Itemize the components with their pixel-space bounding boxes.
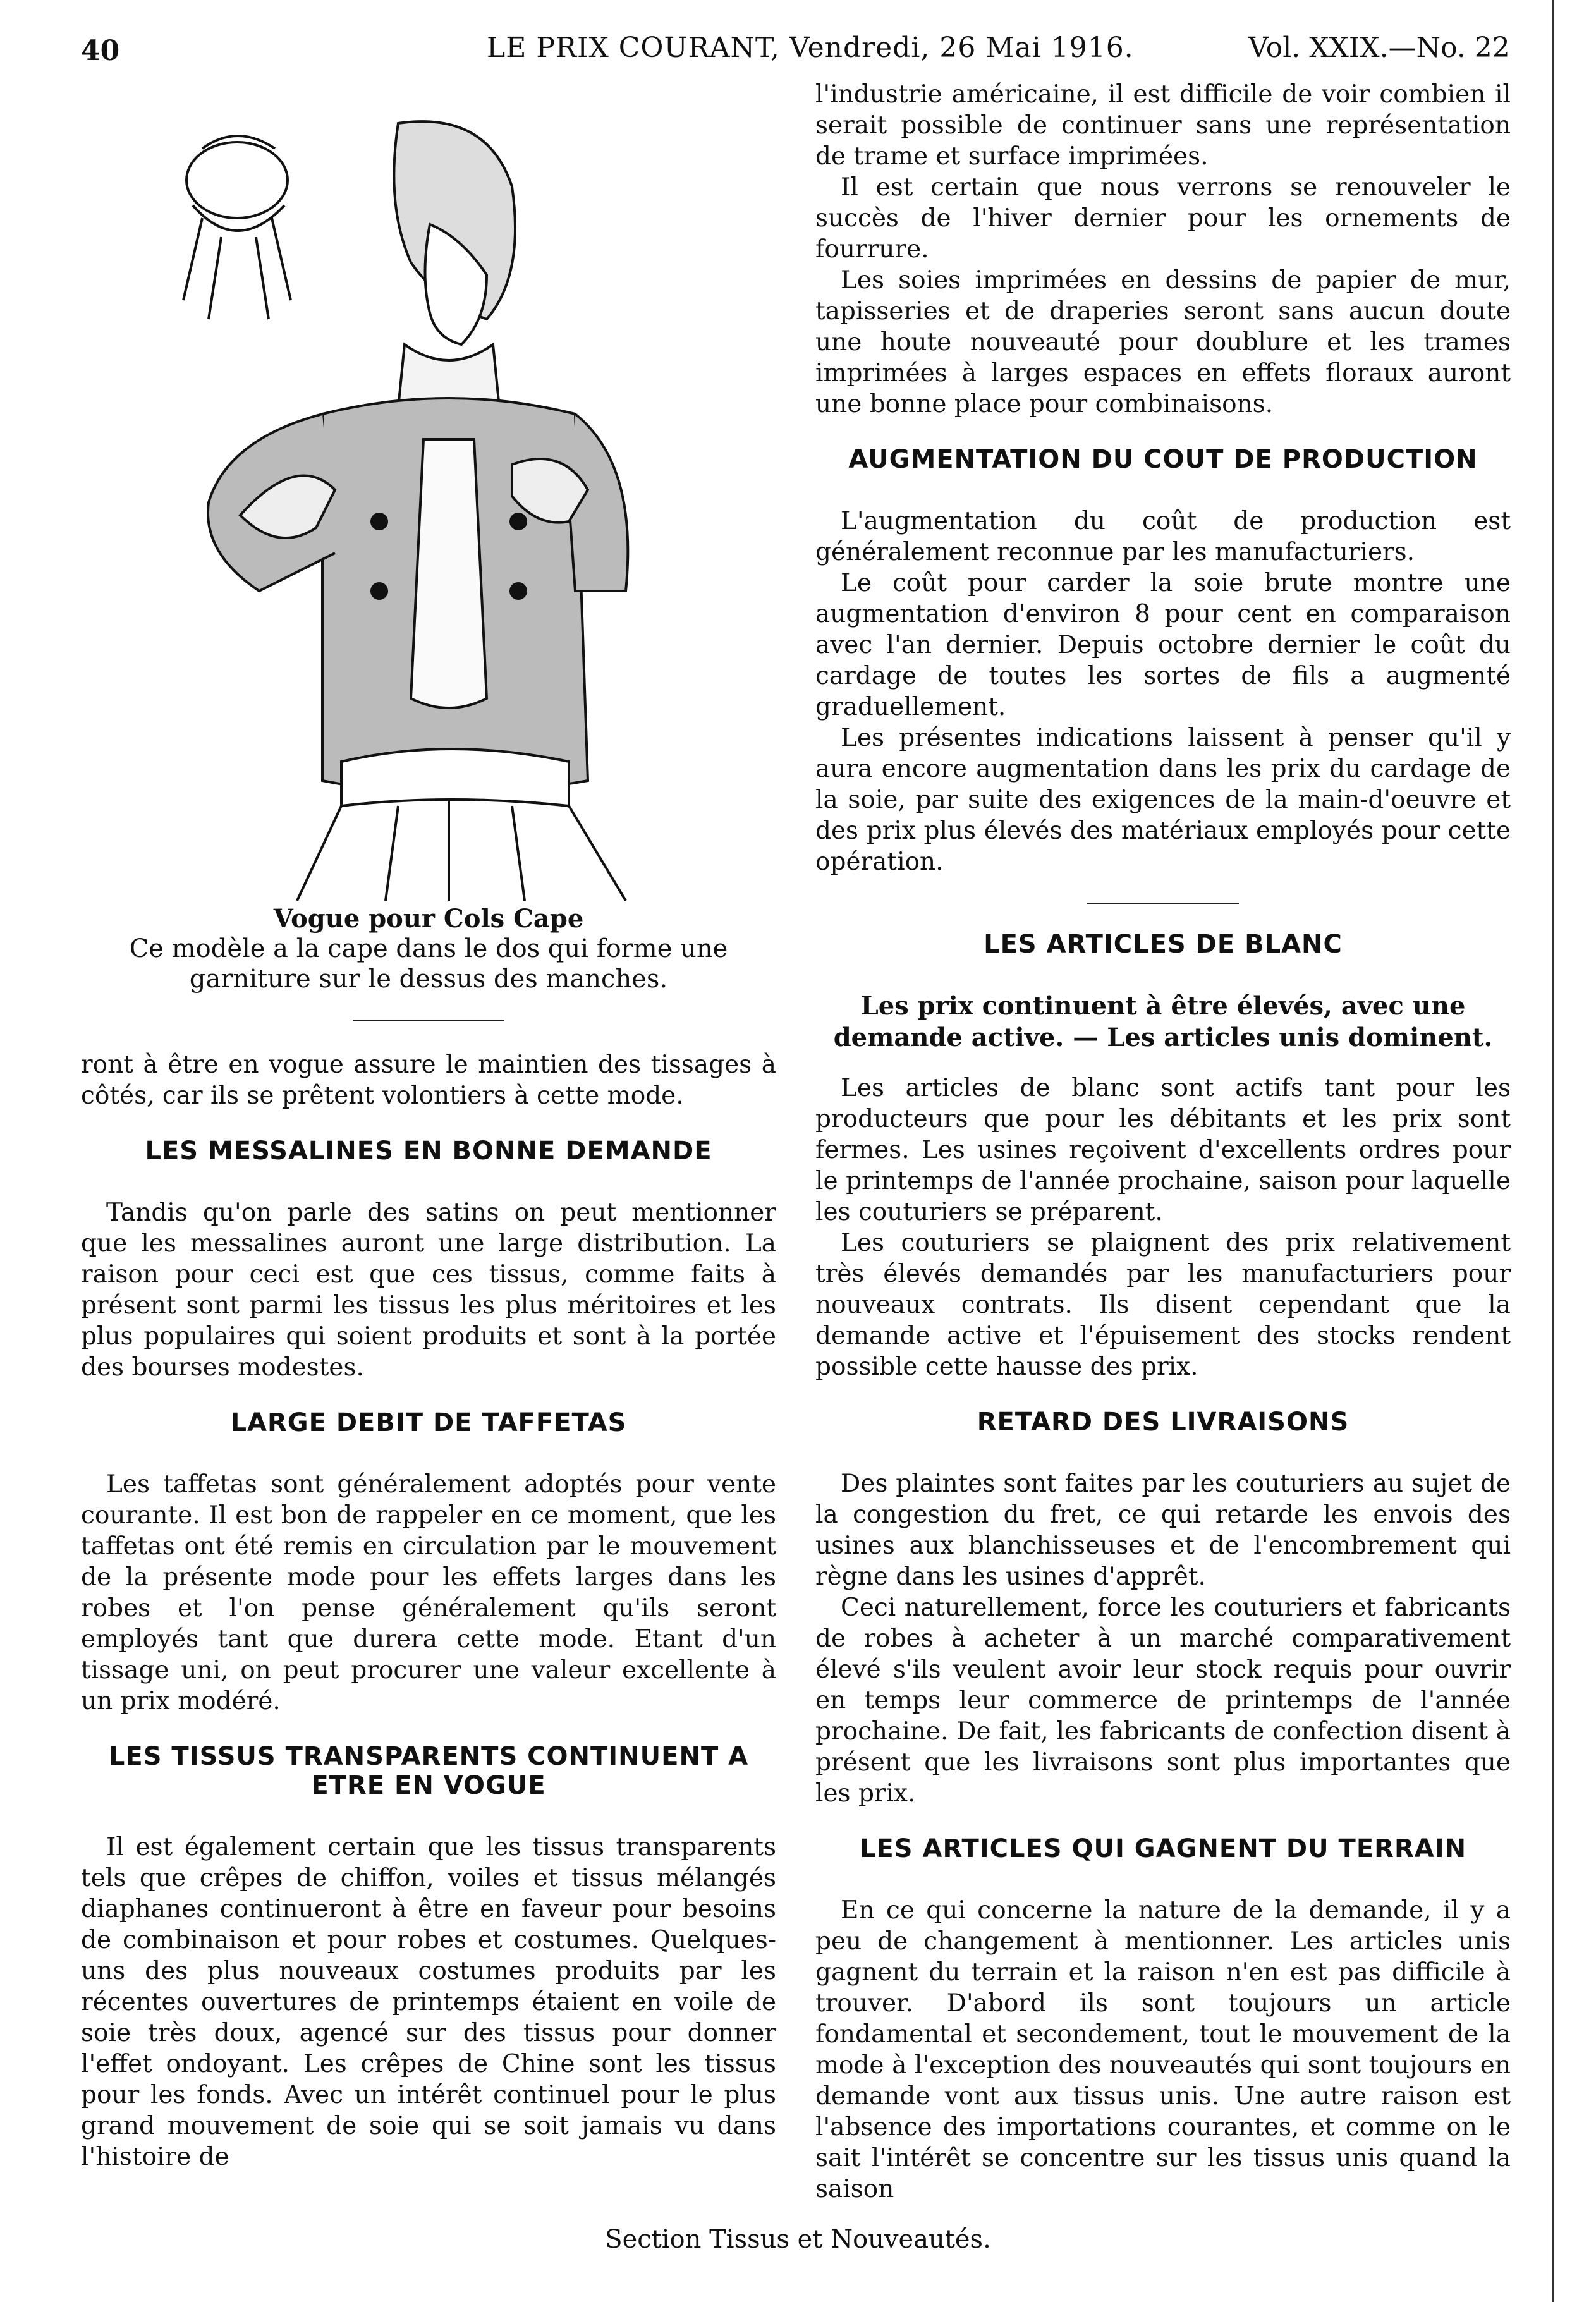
subheading-articles-blanc: Les prix continuent à être élevés, avec une demande active. — Les articles unis dominent. — [833, 991, 1493, 1052]
figure-caption-block — [81, 904, 776, 1047]
paragraph-taffetas-1: Les taffetas sont généralement adoptés pour vente courante. Il est bon de rappeler en ce moment, que les taffetas ont été remis en circulation par le mouvement de la présente mode pour les effets larges dans les robes et l'on pense généralement qu'ils seront employés tant que durera cette mode. Etant d'un tissage uni, on peut procurer une valeur excellente à un prix modéré. — [81, 1470, 776, 1715]
paragraph-cout-1: L'augmentation du coût de production est généralement reconnue par les manufacturiers. — [815, 507, 1511, 566]
page-footer: Section Tissus et Nouveautés. — [605, 2225, 991, 2254]
paragraph-blanc-2: Les couturiers se plaignent des prix relativement très élevés demandés par les manufacturiers pour nouveaux contrats. Ils disent cependant que la demande active et l'épuisement des stocks rendent possible cette hausse des prix. — [815, 1229, 1511, 1381]
fashion-illustration — [133, 111, 657, 901]
paragraph-messalines-1: Tandis qu'on parle des satins on peut mentionner que les messalines auront une large distribution. La raison pour ceci est que ces tissus, comme faits à présent sont parmi les tissus les plus méritoires et les plus populaires qui soient produits et sont à la portée des bourses modestes. — [81, 1198, 776, 1382]
heading-taffetas: LARGE DEBIT DE TAFFETAS — [230, 1408, 627, 1437]
paragraph-cout-2: Le coût pour carder la soie brute montre une augmentation d'environ 8 pour cent en comparaison avec l'an dernier. Depuis octobre dernier le coût du cardage de toutes les sortes de fils a augmenté graduellement. — [815, 569, 1511, 721]
caption-text: Ce modèle a la cape dans le dos qui forme une garniture sur le dessus des manches. — [129, 934, 728, 994]
margin-line — [1552, 0, 1554, 2302]
caption-title: Vogue pour Cols Cape — [273, 904, 584, 934]
page-header — [0, 0, 1596, 76]
continued-paragraph-3: Les soies imprimées en dessins de papier de mur, tapisseries et de draperies seront sans aucun doute une houte nouveauté pour doublure et les trames imprimées à larges espaces en effets floraux auront une bonne place pour combinaisons. — [815, 266, 1511, 418]
heading-transparents: LES TISSUS TRANSPARENTS CONTINUENT A ETRE EN VOGUE — [108, 1742, 749, 1800]
intro-paragraph: ront à être en vogue assure le maintien des tissages à côtés, car ils se prêtent volontiers à cette mode. — [81, 1051, 776, 1110]
volume-number: Vol. XXIX.—No. 22 — [1248, 32, 1510, 64]
continued-paragraph-2: Il est certain que nous verrons se renouveler le succès de l'hiver dernier pour les ornements de fourrure. — [815, 173, 1511, 264]
paragraph-retard-1: Des plaintes sont faites par les couturiers au sujet de la congestion du fret, ce qui retarde les envois des usines aux blanchisseuses et de l'encombrement qui règne dans les usines d'apprêt. — [815, 1470, 1511, 1591]
paragraph-retard-2: Ceci naturellement, force les couturiers et fabricants de robes à acheter à un marché comparativement élevé s'ils veulent avoir leur stock requis pour ouvrir en temps leur commerce de printemps de l'année prochaine. De fait, les fabricants de confection disent à présent que les livraisons sont plus importantes que les prix. — [815, 1593, 1511, 1808]
heading-articles-blanc: LES ARTICLES DE BLANC — [984, 930, 1343, 959]
section-rule — [1087, 903, 1239, 904]
paragraph-cout-3: Les présentes indications laissent à penser qu'il y aura encore augmentation dans les prix du cardage de la soie, par suite des exigences de la main-d'oeuvre et des prix plus élevés des matériaux employés pour cette opération. — [815, 724, 1511, 876]
caption-rule — [353, 1020, 504, 1021]
fashion-illustration-icon — [133, 111, 657, 901]
heading-cout-production: AUGMENTATION DU COUT DE PRODUCTION — [848, 445, 1478, 474]
heading-messalines: LES MESSALINES EN BONNE DEMANDE — [145, 1136, 712, 1166]
paragraph-blanc-1: Les articles de blanc sont actifs tant pour les producteurs que pour les débitants et les prix sont fermes. Les usines reçoivent d'excellents ordres pour le printemps de l'année prochaine, saison pour laquelle les couturiers se préparent. — [815, 1074, 1511, 1226]
heading-retard-livraisons: RETARD DES LIVRAISONS — [977, 1408, 1349, 1437]
right-column — [815, 79, 1511, 2205]
heading-articles-terrain: LES ARTICLES QUI GAGNENT DU TERRAIN — [859, 1834, 1467, 1863]
left-column — [81, 1049, 776, 2172]
figure-caption — [81, 904, 776, 994]
page-number: 40 — [81, 35, 120, 67]
paragraph-terrain-1: En ce qui concerne la nature de la demande, il y a peu de changement à mentionner. Les articles unis gagnent du terrain et la raison n'en est pas difficile à trouver. D'abord ils sont toujours un article fondamental et secondement, tout le mouvement de la mode à l'exception des nouveautés qui sont toujours en demande vont aux tissus unis. Une autre raison est l'absence des importations courantes, et comme on le sait l'intérêt se concentre sur les tissus unis quand la saison — [815, 1896, 1511, 2203]
running-title: LE PRIX COURANT, Vendredi, 26 Mai 1916. — [487, 32, 1134, 64]
continued-paragraph-1: l'industrie américaine, il est difficile de voir combien il serait possible de continuer sans une représentation de trame et surface imprimées. — [815, 80, 1511, 171]
paragraph-transparents-1: Il est également certain que les tissus transparents tels que crêpes de chiffon, voiles et tissus mélangés diaphanes continueront à être en faveur pour besoins de combinaison et pour robes et costumes. Quelques-uns des plus nouveaux costumes produits par les récentes ouvertures de printemps étaient en voile de soie très doux, agencé sur des tissus pour donner l'effet ondoyant. Les crêpes de Chine sont les tissus pour les fonds. Avec un intérêt continuel pour le plus grand mouvement de soie qui se soit jamais vu dans l'histoire de — [81, 1833, 776, 2171]
